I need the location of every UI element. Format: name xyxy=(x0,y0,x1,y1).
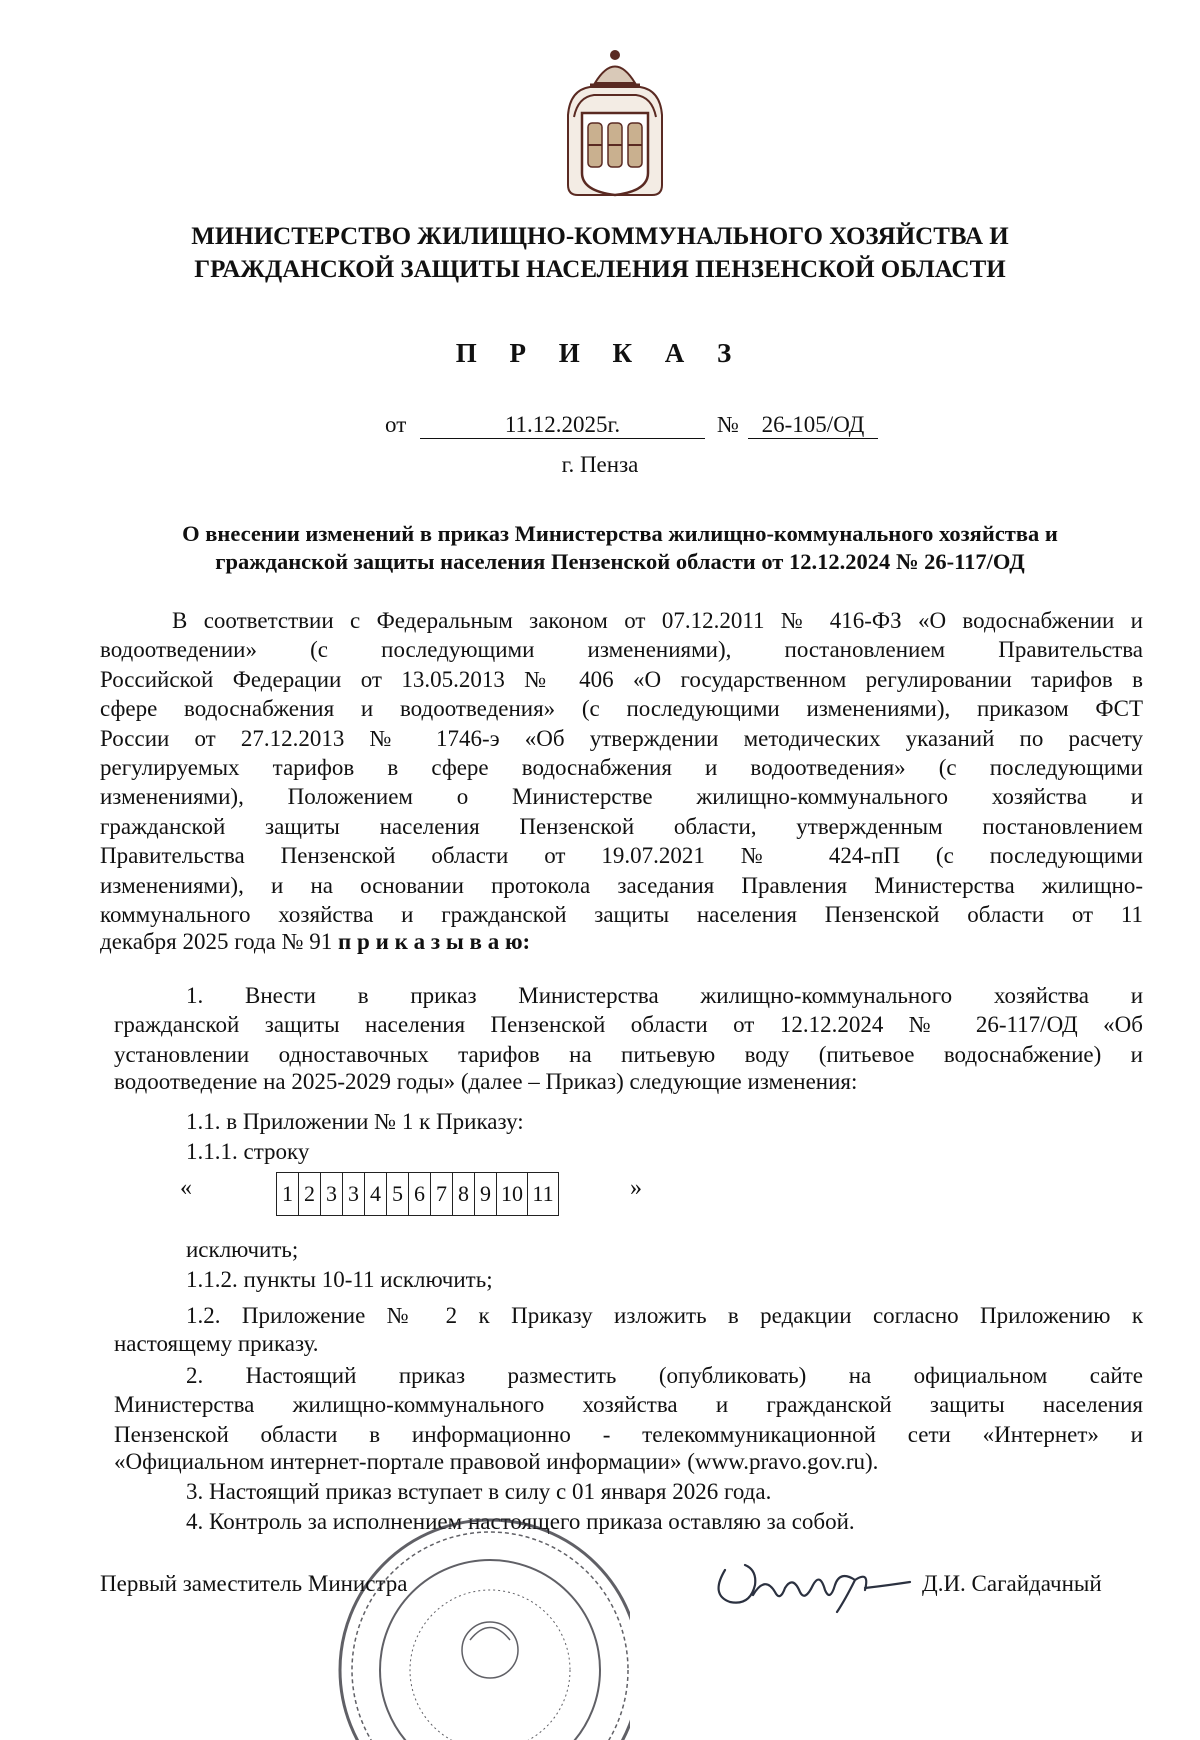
item-1-paragraph xyxy=(114,981,1143,1069)
sub-item-1-2-line1: 1.2. Приложение № 2 к Приказу изложить в редакции согласно Приложению к xyxy=(186,1303,1143,1328)
preamble-line: Российской Федерации от 13.05.2013 № 406 «О государственном регулировании тарифов в xyxy=(100,666,1143,692)
item2-line: Пензенской области в информационно - телекоммуникационной сети «Интернет» и xyxy=(114,1421,1143,1447)
signatory-position: Первый заместитель Министра xyxy=(100,1571,408,1596)
sub-item-1-2-line2: настоящему приказу. xyxy=(114,1331,319,1356)
city: г. Пенза xyxy=(561,452,639,477)
preamble-line: регулируемых тарифов в сфере водоснабжения и водоотведения» (с последующими xyxy=(100,755,1143,781)
preamble-line: водоотведении» (с последующими изменениями), постановлением Правительства xyxy=(100,637,1143,663)
item2-line: 2. Настоящий приказ разместить (опубликовать) на официальном сайте xyxy=(186,1363,1143,1388)
item-3: 3. Настоящий приказ вступает в силу с 01 января 2026 года. xyxy=(186,1479,772,1504)
table-cell: 8 xyxy=(453,1173,475,1216)
handwritten-signature-icon xyxy=(705,1540,915,1620)
ministry-name-line1: МИНИСТЕРСТВО ЖИЛИЩНО-КОММУНАЛЬНОГО ХОЗЯЙСТВА И xyxy=(191,223,1009,250)
official-seal-icon xyxy=(330,1500,630,1740)
item-2-paragraph xyxy=(114,1361,1143,1449)
preamble-line: изменениями), Положением о Министерстве жилищно-коммунального хозяйства и xyxy=(100,784,1143,810)
table-cell: 3 xyxy=(343,1173,365,1216)
table-cell: 9 xyxy=(475,1173,497,1216)
document-type-title: П Р И К А З xyxy=(455,338,745,368)
preamble-line: России от 27.12.2013 № 1746-э «Об утверждении методических указаний по расчету xyxy=(100,725,1143,751)
preamble-line: изменениями), и на основании протокола заседания Правления Министерства жилищно- xyxy=(100,872,1143,898)
preamble-line: В соответствии с Федеральным законом от 07.12.2011 № 416-ФЗ «О водоснабжении и xyxy=(172,608,1143,633)
signatory-name: Д.И. Сагайдачный xyxy=(922,1571,1102,1596)
item-1-last-line: водоотведение на 2025-2029 годы» (далее – Приказ) следующие изменения: xyxy=(114,1069,858,1094)
table-cell: 3 xyxy=(321,1173,343,1216)
item-2-last-line: «Официальном интернет-портале правовой информации» (www.pravo.gov.ru). xyxy=(114,1449,879,1474)
date-prefix: от xyxy=(385,412,407,437)
table-cell: 5 xyxy=(387,1173,409,1216)
table-cell: 1 xyxy=(277,1173,299,1216)
exclude-text: исключить; xyxy=(186,1237,299,1262)
table-cell: 10 xyxy=(497,1173,528,1216)
sub-item-1-1-2: 1.1.2. пункты 10-11 исключить; xyxy=(186,1267,493,1292)
table-cell: 2 xyxy=(299,1173,321,1216)
table-cell: 11 xyxy=(528,1173,559,1216)
ministry-name-line2: ГРАЖДАНСКОЙ ЗАЩИТЫ НАСЕЛЕНИЯ ПЕНЗЕНСКОЙ ОБЛАСТИ xyxy=(194,256,1006,283)
table-cell: 6 xyxy=(409,1173,431,1216)
subject-line1: О внесении изменений в приказ Министерства жилищно-коммунального хозяйства и xyxy=(182,521,1058,546)
preamble-line: коммунального хозяйства и гражданской защиты населения Пензенской области от 11 xyxy=(100,902,1143,928)
order-number: 26-105/ОД xyxy=(748,412,878,439)
quote-open: « xyxy=(180,1175,192,1201)
excluded-row-table xyxy=(276,1172,559,1216)
item1-line: гражданской защиты населения Пензенской области от 12.12.2024 № 26-117/ОД «Об xyxy=(114,1012,1143,1038)
table-cell: 4 xyxy=(365,1173,387,1216)
preamble-line: Правительства Пензенской области от 19.07.2021 № 424-пП (с последующими xyxy=(100,843,1143,869)
table-cell: 7 xyxy=(431,1173,453,1216)
subject-line2: гражданской защиты населения Пензенской области от 12.12.2024 № 26-117/ОД xyxy=(215,549,1025,574)
preamble-date-text: декабря 2025 года № 91 xyxy=(100,929,333,954)
sub-item-1-1-1: 1.1.1. строку xyxy=(186,1139,310,1164)
item2-line: Министерства жилищно-коммунального хозяйства и гражданской защиты населения xyxy=(114,1392,1143,1418)
order-subject xyxy=(100,520,1140,576)
sub-item-1-1: 1.1. в Приложении № 1 к Приказу: xyxy=(186,1109,524,1134)
item1-line: установлении одноставочных тарифов на питьевую воду (питьевое водоснабжение) и xyxy=(114,1041,1143,1067)
order-date: 11.12.2025г. xyxy=(420,412,705,439)
preamble-line: гражданской защиты населения Пензенской области, утвержденным постановлением xyxy=(100,813,1143,839)
sub-item-1-2 xyxy=(114,1301,1143,1330)
preamble-last-line xyxy=(100,929,530,955)
preamble-paragraph xyxy=(100,606,1143,929)
quote-close: » xyxy=(630,1175,642,1201)
item1-line: 1. Внести в приказ Министерства жилищно-коммунального хозяйства и xyxy=(186,983,1143,1008)
preamble-line: сфере водоснабжения и водоотведения» (с последующими изменениями), приказом ФСТ xyxy=(100,696,1143,722)
item-4: 4. Контроль за исполнением настоящего приказа оставляю за собой. xyxy=(186,1509,855,1534)
coat-of-arms-icon xyxy=(560,45,670,205)
number-sign: № xyxy=(717,412,739,437)
decree-word: п р и к а з ы в а ю: xyxy=(338,929,531,954)
